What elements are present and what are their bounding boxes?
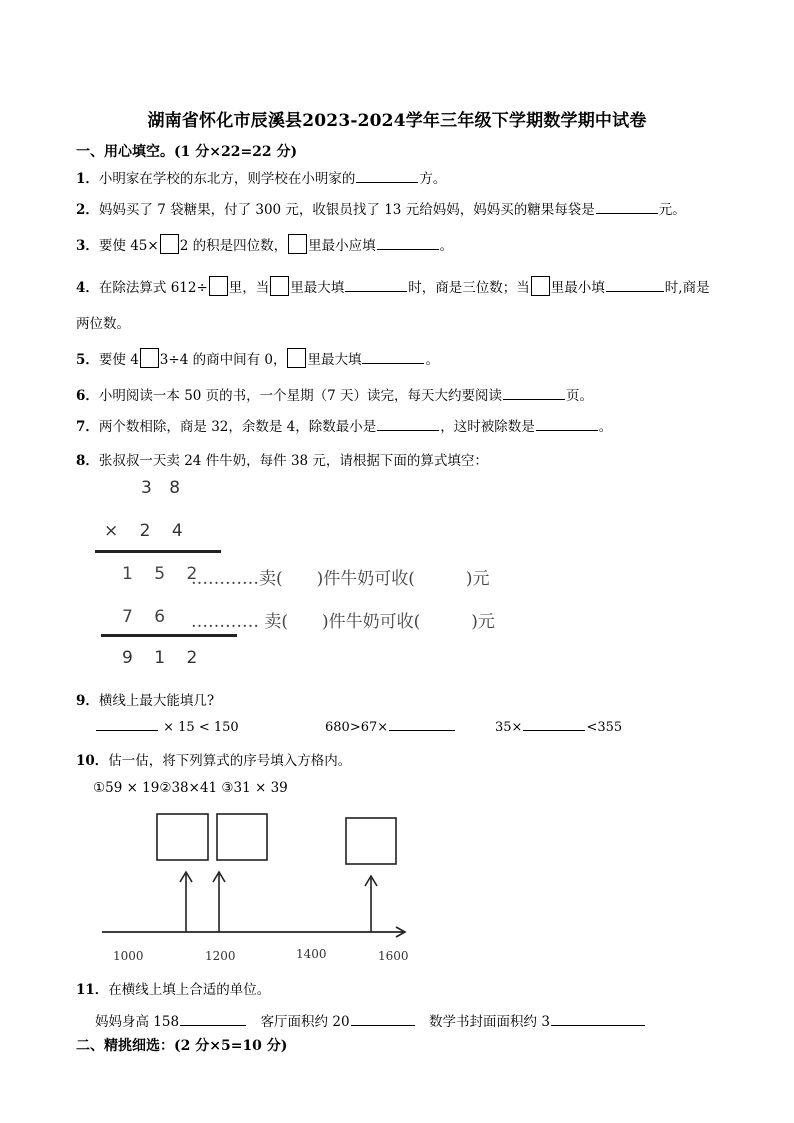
calc-partial-2: 7 6 bbox=[122, 607, 174, 627]
digit-box[interactable] bbox=[160, 234, 179, 254]
answer-box-1 bbox=[157, 814, 208, 860]
calc-multiplicand: 3 8 bbox=[141, 478, 187, 498]
question-8: 8．张叔叔一天卖 24 件牛奶，每件 38 元，请根据下面的算式填空： bbox=[76, 453, 488, 469]
answer-blank[interactable] bbox=[503, 386, 565, 401]
digit-box[interactable] bbox=[140, 348, 159, 368]
q10-options: ①59 × 19②38×41 ③31 × 39 bbox=[93, 780, 288, 796]
q11-blanks: 妈妈身高 158 客厅面积约 20 数学书封面面积约 3 bbox=[95, 1010, 646, 1030]
q9-expression-3: 35× <355 bbox=[495, 717, 622, 735]
answer-blank[interactable] bbox=[377, 236, 439, 251]
tick-label-1600: 1600 bbox=[378, 949, 409, 963]
tick-label-1000: 1000 bbox=[113, 949, 144, 963]
question-11: 11．在横线上填上合适的单位。 bbox=[76, 982, 271, 998]
digit-box[interactable] bbox=[531, 276, 550, 296]
number-line-diagram bbox=[90, 808, 420, 968]
answer-blank[interactable] bbox=[96, 717, 158, 731]
question-3: 3．要使 45× 2 的积是四位数， 里最小应填 。 bbox=[76, 234, 453, 254]
question-number: 10． bbox=[76, 753, 109, 769]
answer-blank[interactable] bbox=[536, 417, 598, 432]
question-2: 2．妈妈买了 7 袋糖果，付了 300 元，收银员找了 13 元给妈妈，妈妈买的糖果每袋是 元。 bbox=[76, 198, 686, 218]
question-4-cont: 两位数。 bbox=[76, 316, 130, 332]
answer-blank[interactable] bbox=[523, 717, 585, 731]
question-number: 2． bbox=[76, 202, 99, 218]
question-number: 1． bbox=[76, 171, 99, 187]
calc-rule-1 bbox=[95, 550, 221, 553]
question-number: 4． bbox=[76, 280, 99, 296]
calc-product: 9 1 2 bbox=[122, 648, 206, 668]
question-number: 6． bbox=[76, 388, 99, 404]
question-5: 5．要使 4 3÷4 的商中间有 0， 里最大填 。 bbox=[76, 348, 439, 368]
question-number: 11． bbox=[76, 982, 109, 998]
question-4: 4．在除法算式 612÷ 里，当 里最大填 时，商是三位数；当 里最小填 时,商是 bbox=[76, 276, 710, 296]
question-1: 1．小明家在学校的东北方，则学校在小明家的 方。 bbox=[76, 167, 446, 187]
question-number: 5． bbox=[76, 352, 99, 368]
digit-box[interactable] bbox=[270, 276, 289, 296]
tick-label-1200: 1200 bbox=[205, 949, 236, 963]
question-10: 10．估一估，将下列算式的序号填入方格内。 bbox=[76, 753, 352, 769]
page-title: 湖南省怀化市辰溪县2023-2024学年三年级下学期数学期中试卷 bbox=[147, 111, 647, 131]
question-number: 9． bbox=[76, 693, 99, 709]
answer-blank[interactable] bbox=[345, 278, 407, 293]
digit-box[interactable] bbox=[209, 276, 228, 296]
question-number: 3． bbox=[76, 238, 99, 254]
calc-rule-2 bbox=[101, 634, 237, 637]
answer-blank[interactable] bbox=[389, 717, 455, 731]
answer-box-2 bbox=[217, 814, 267, 860]
question-6: 6．小明阅读一本 50 页的书，一个星期（7 天）读完，每天大约要阅读 页。 bbox=[76, 384, 593, 404]
answer-blank[interactable] bbox=[362, 350, 424, 365]
question-9: 9．横线上最大能填几? bbox=[76, 693, 215, 709]
section-1-heading: 一、用心填空。(1 分×22=22 分) bbox=[76, 144, 298, 160]
question-number: 7． bbox=[76, 419, 99, 435]
answer-blank[interactable] bbox=[596, 200, 658, 215]
section-2-heading: 二、精挑细选：(2 分×5=10 分) bbox=[76, 1038, 288, 1054]
calc-partial-2-text: ………… 卖( )件牛奶可收( )元 bbox=[191, 612, 495, 632]
answer-blank[interactable] bbox=[180, 1012, 246, 1027]
answer-blank[interactable] bbox=[351, 1012, 415, 1027]
digit-box[interactable] bbox=[287, 348, 306, 368]
calc-multiplier: × 2 4 bbox=[104, 521, 191, 541]
tick-label-1400: 1400 bbox=[296, 947, 327, 961]
q9-expression-2: 680>67× bbox=[325, 717, 456, 735]
answer-blank[interactable] bbox=[377, 417, 439, 432]
answer-blank[interactable] bbox=[551, 1012, 645, 1027]
q9-expression-1: × 15 < 150 bbox=[95, 717, 239, 735]
calc-partial-1-text: …………卖( )件牛奶可收( )元 bbox=[191, 569, 490, 589]
question-7: 7．两个数相除，商是 32，余数是 4，除数最小是 ，这时被除数是 。 bbox=[76, 415, 612, 435]
question-number: 8． bbox=[76, 453, 99, 469]
calc-partial-1: 1 5 2 bbox=[122, 564, 206, 584]
answer-box-3 bbox=[346, 818, 396, 864]
digit-box[interactable] bbox=[288, 234, 307, 254]
answer-blank[interactable] bbox=[606, 278, 664, 293]
answer-blank[interactable] bbox=[356, 169, 418, 184]
